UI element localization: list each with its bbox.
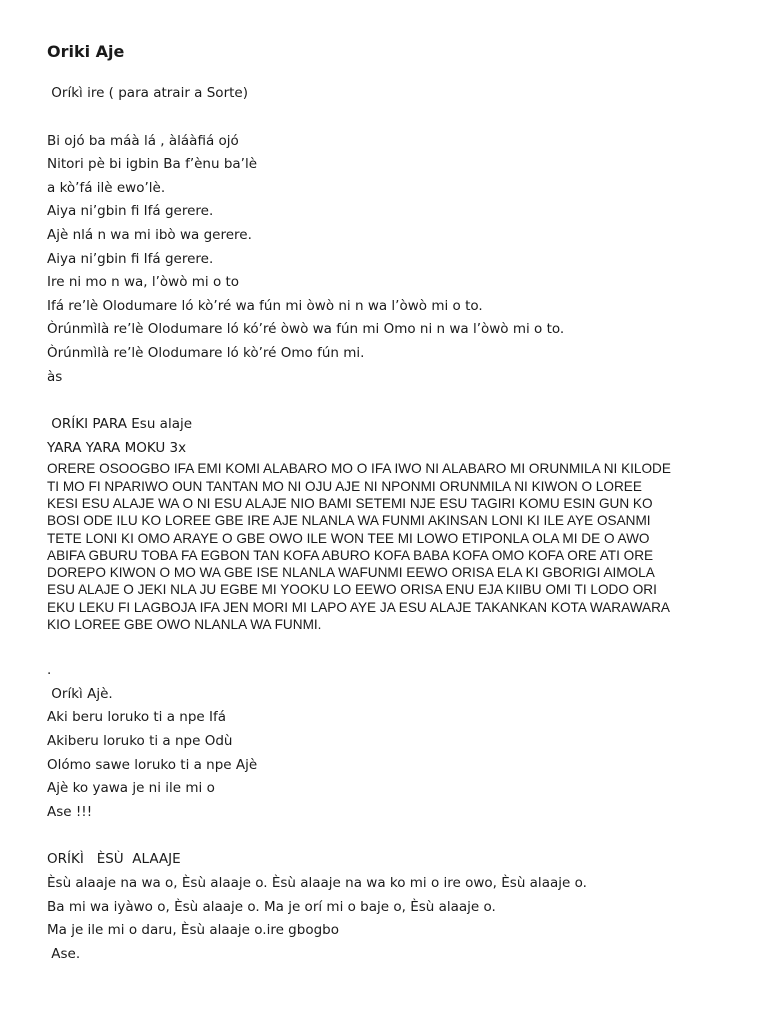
section-heading: Oríkì Ajè. <box>47 685 113 702</box>
section-subheading: YARA YARA MOKU 3x <box>47 439 187 456</box>
chant-line: BOSI ODE ILU KO LOREE GBE IRE AJE NLANLA WA FUNMI AKINSAN LONI KI ILE AYE OSANMI <box>47 513 651 529</box>
section-heading: ORÍKÌ ÈSÙ ALAAJE <box>47 851 181 868</box>
chant-paragraph <box>47 460 737 633</box>
verse-line: Bi ojó ba máà lá , àláàfiá ojó <box>47 132 239 149</box>
section-oriki-esu-alaaje <box>47 848 747 966</box>
verse-line: Nitori pè bi igbin Ba f’ènu ba’lè <box>47 156 258 173</box>
verse-line: Ase. <box>47 945 81 962</box>
document-title: Oriki Aje <box>47 42 125 61</box>
verse-line: Aiya ni’gbin fi Ifá gerere. <box>47 203 214 220</box>
chant-line: TETE LONI KI OMO ARAYE O GBE OWO ILE WON TEE MI LOWO ETIPONLA OLA MI DE O AWO <box>47 530 650 546</box>
section-oriki-esu-alaje <box>47 413 747 633</box>
verse-line: Akiberu loruko ti a npe Odù <box>47 733 233 750</box>
verse-line: Òrúnmìlà re’lè Olodumare ló kó’ré òwò wa fún mi Omo ni n wa l’òwò mi o to. <box>47 321 565 338</box>
section-oriki-ire <box>47 82 747 389</box>
chant-line: TI MO FI NPARIWO OUN TANTAN MO NI OJU AJE NI NPONMI ORUNMILA NI KIWON O LOREE <box>47 478 642 494</box>
chant-line: KESI ESU ALAJE WA O NI ESU ALAJE NIO BAMI SETEMI NJE ESU TAGIRI KOMU ESIN GUN KO <box>47 495 653 511</box>
verse-line: Èsù alaaje na wa o, Èsù alaaje o. Èsù alaaje na wa ko mi o ire owo, Èsù alaaje o. <box>47 875 587 892</box>
verse-line: Ifá re’lè Olodumare ló kò’ré wa fún mi òwò ni n wa l’òwò mi o to. <box>47 297 483 314</box>
verse-line: a kò’fá ilè ewo’lè. <box>47 179 166 196</box>
verse-line: Ajè nlá n wa mi ibò wa gerere. <box>47 226 252 243</box>
chant-line: ABIFA GBURU TOBA FA EGBON TAN KOFA ABURO KOFA BABA KOFA OMO KOFA ORE ATI ORE <box>47 547 654 563</box>
section-oriki-aje <box>47 659 747 824</box>
chant-line: ESU ALAJE O JEKI NLA JU EGBE MI YOOKU LO EEWO ORISA ENU EJA KIIBU OMI TI LODO ORI <box>47 582 657 598</box>
verse-line: Aki beru loruko ti a npe Ifá <box>47 709 227 726</box>
verse-line: às <box>47 368 63 385</box>
verse-line: Ma je ile mi o daru, Èsù alaaje o.ire gbogbo <box>47 922 339 939</box>
section-heading: Oríkì ire ( para atrair a Sorte) <box>47 85 248 101</box>
document-page <box>47 40 747 966</box>
verse-line: Ba mi wa iyàwo o, Èsù alaaje o. Ma je orí mi o baje o, Èsù alaaje o. <box>47 898 496 915</box>
verse-line: Olómo sawe loruko ti a npe Ajè <box>47 756 258 773</box>
chant-line: ORERE OSOOGBO IFA EMI KOMI ALABARO MO O IFA IWO NI ALABARO MI ORUNMILA NI KILODE <box>47 461 671 477</box>
verse-line: Ase !!! <box>47 803 93 820</box>
separator-dot: . <box>47 662 52 679</box>
verse-line: Ire ni mo n wa, l’òwò mi o to <box>47 274 240 291</box>
chant-line: DOREPO KIWON O MO WA GBE ISE NLANLA WAFUNMI EEWO ORISA ELA KI GBORIGI AIMOLA <box>47 565 655 581</box>
section-heading: ORÍKI PARA Esu alaje <box>47 416 193 433</box>
chant-line: KIO LOREE GBE OWO NLANLA WA FUNMI. <box>47 616 322 632</box>
chant-line: EKU LEKU FI LAGBOJA IFA JEN MORI MI LAPO AYE JA ESU ALAJE TAKANKAN KOTA WARAWARA <box>47 599 670 615</box>
verse-line: Aiya ni’gbin fi Ifá gerere. <box>47 250 214 267</box>
verse-line: Òrúnmìlà re’lè Olodumare ló kò’ré Omo fún mi. <box>47 344 365 361</box>
verse-line: Ajè ko yawa je ni ile mi o <box>47 780 215 797</box>
